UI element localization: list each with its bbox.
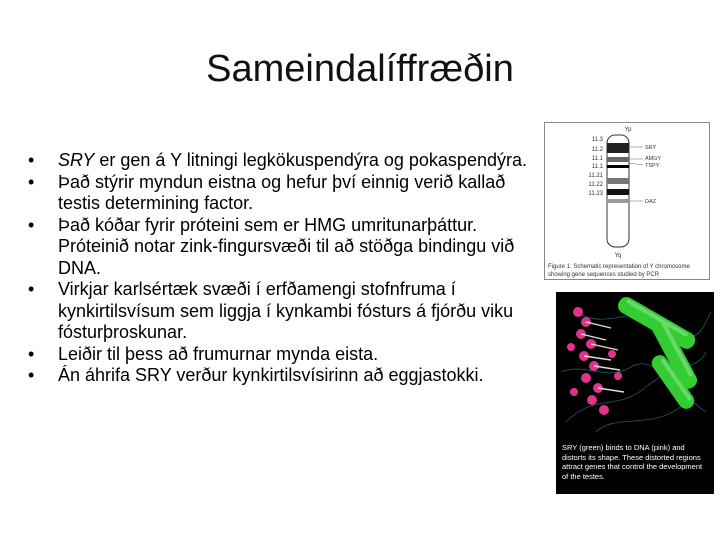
bullet-text: Leiðir til þess að frumurnar mynda eista. xyxy=(58,343,379,364)
label-sry: SRY xyxy=(645,145,657,151)
band-dark xyxy=(607,143,629,153)
svg-text:11.1: 11.1 xyxy=(591,156,603,162)
bullet-list xyxy=(28,150,548,387)
bullet-item xyxy=(28,150,548,172)
bullet-item xyxy=(28,344,548,366)
dna-atoms xyxy=(567,307,622,415)
label-amgy: AMGY xyxy=(645,156,662,162)
label-yq: Yq xyxy=(614,253,622,259)
bullet-item xyxy=(28,279,548,344)
label-tspy: TSPY xyxy=(645,163,660,169)
slide-title: Sameindalíffræðin xyxy=(206,48,514,90)
figure2-caption: SRY (green) binds to DNA (pink) and distorts its shape. These distorted regions attract genes that control the development of the testes. xyxy=(556,440,714,494)
gene-name: SRY xyxy=(58,150,95,170)
bullet-item xyxy=(28,215,548,280)
svg-text:11.23: 11.23 xyxy=(588,191,603,197)
bullet-item xyxy=(28,365,548,387)
gene-pointers xyxy=(629,147,643,201)
y-chromosome-figure xyxy=(544,122,710,280)
svg-text:11.2: 11.2 xyxy=(591,147,603,153)
bullet-text: Án áhrifa SRY verður kynkirtilsvísirinn að eggjastokki. xyxy=(58,365,484,385)
band-grey xyxy=(607,178,629,184)
bullet-text: Það kóðar fyrir próteini sem er HMG umritunarþáttur. Próteinið notar zink-fingursvæði til að stöðga bindingu við DNA. xyxy=(58,214,515,278)
figure1-caption: Figure 1: Schematic representation of Y chromosome showing gene sequences studied by PCR xyxy=(548,264,690,278)
band-light xyxy=(607,199,629,203)
label-daz: DAZ xyxy=(645,199,656,205)
svg-text:11.22: 11.22 xyxy=(588,182,603,188)
bullet-text: Virkjar karlsértæk svæði í erfðamengi stofnfruma í kynkirtilsvísum sem liggja í kynkambi fósturs á fjórðu viku fósturþroskunar. xyxy=(58,279,514,342)
band-numbers xyxy=(588,137,603,197)
band-grey xyxy=(607,157,629,162)
svg-text:11.1: 11.1 xyxy=(591,164,603,170)
bullet-text: Það stýrir myndun eistna og hefur því einnig verið kallað testis determining factor. xyxy=(58,171,506,213)
bullet-item xyxy=(28,172,548,215)
protein-structure-image xyxy=(556,292,714,440)
gene-labels xyxy=(645,145,662,205)
svg-text:11.21: 11.21 xyxy=(588,173,603,179)
centromere-band xyxy=(607,165,629,168)
chromosome-diagram xyxy=(545,123,711,263)
svg-text:11.3: 11.3 xyxy=(591,137,603,143)
band-dark xyxy=(607,189,629,195)
bullet-text: er gen á Y litningi legkökuspendýra og pokaspendýra. xyxy=(94,150,527,170)
label-yp: Yp xyxy=(624,127,632,133)
protein-render xyxy=(556,292,714,440)
